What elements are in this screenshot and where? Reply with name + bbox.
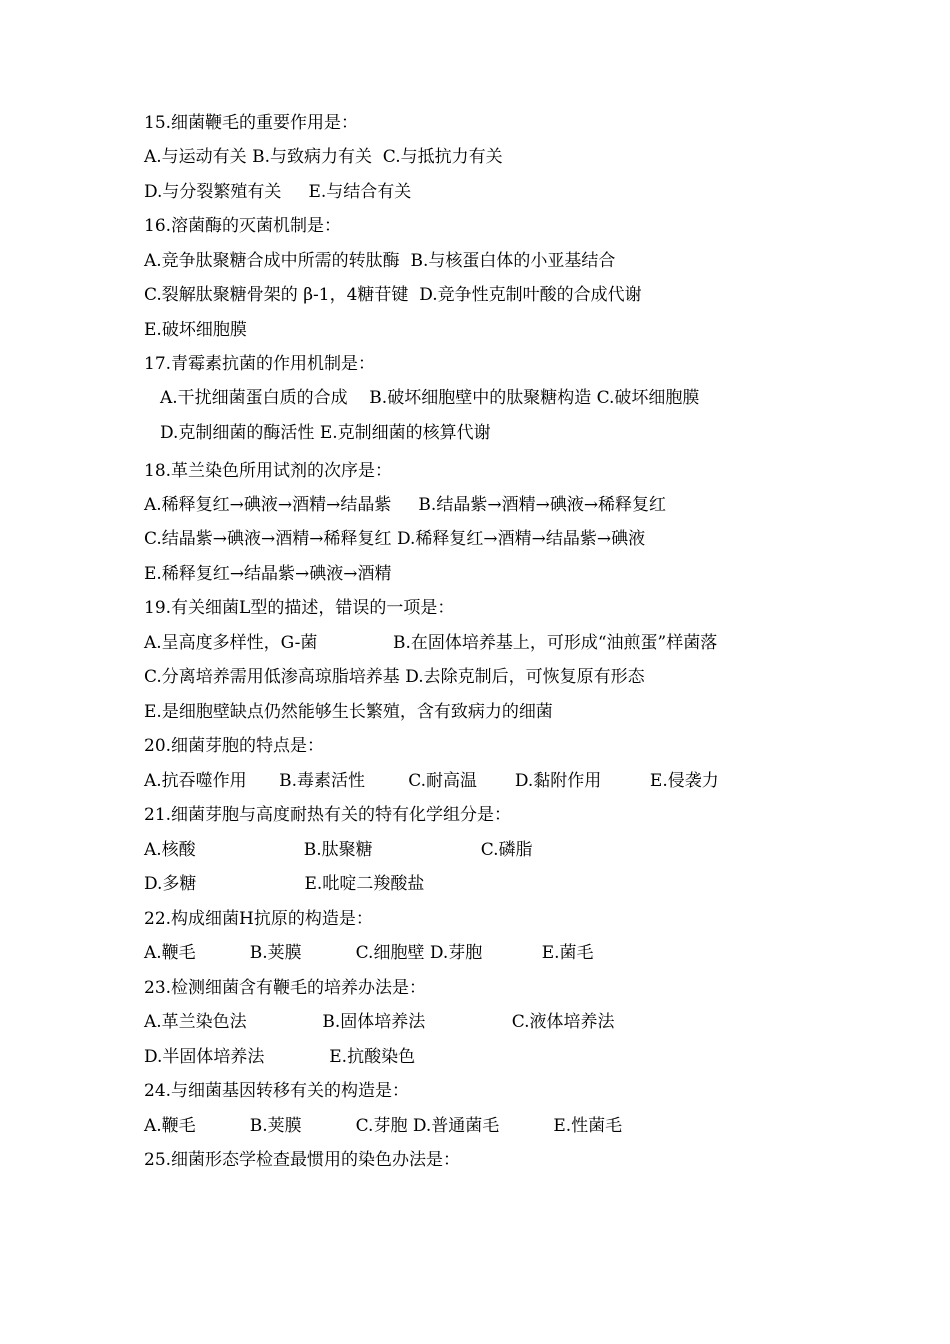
- question-22: 22.构成细菌H抗原的构造是：: [144, 909, 373, 929]
- q16-options-cd: C.裂解肽聚糖骨架的 β-1，4糖苷键 D.竞争性克制叶酸的合成代谢: [144, 285, 642, 305]
- q16-options-ab: A.竞争肽聚糖合成中所需的转肽酶 B.与核蛋白体的小亚基结合: [144, 251, 616, 271]
- q21-options-de: D.多糖 E.吡啶二羧酸盐: [144, 874, 425, 894]
- q20-options: A.抗吞噬作用 B.毒素活性 C.耐高温 D.黏附作用 E.侵袭力: [144, 771, 719, 791]
- q18-option-e: E.稀释复红→结晶紫→碘液→酒精: [144, 564, 392, 584]
- q22-options: A.鞭毛 B.荚膜 C.细胞壁 D.芽胞 E.菌毛: [144, 943, 594, 963]
- q16-option-e: E.破坏细胞膜: [144, 320, 247, 340]
- question-24: 24.与细菌基因转移有关的构造是：: [144, 1081, 410, 1101]
- question-21: 21.细菌芽胞与高度耐热有关的特有化学组分是：: [144, 805, 512, 825]
- q21-options-abc: A.核酸 B.肽聚糖 C.磷脂: [144, 840, 533, 860]
- q19-option-e: E.是细胞壁缺点仍然能够生长繁殖，含有致病力的细菌: [144, 702, 553, 722]
- q15-options-abc: A.与运动有关 B.与致病力有关 C.与抵抗力有关: [144, 147, 503, 167]
- question-15: 15.细菌鞭毛的重要作用是：: [144, 113, 359, 133]
- question-17: 17.青霉素抗菌的作用机制是：: [144, 354, 376, 374]
- question-25: 25.细菌形态学检查最惯用的染色办法是：: [144, 1150, 461, 1170]
- q24-options: A.鞭毛 B.荚膜 C.芽胞 D.普通菌毛 E.性菌毛: [144, 1116, 623, 1136]
- question-16: 16.溶菌酶的灭菌机制是：: [144, 216, 342, 236]
- q19-options-cd: C.分离培养需用低渗高琼脂培养基 D.去除克制后，可恢复原有形态: [144, 667, 645, 687]
- q18-options-ab: A.稀释复红→碘液→酒精→结晶紫 B.结晶紫→酒精→碘液→稀释复红: [144, 495, 667, 515]
- q17-options-abc: A.干扰细菌蛋白质的合成 B.破坏细胞壁中的肽聚糖构造 C.破坏细胞膜: [160, 388, 700, 408]
- question-20: 20.细菌芽胞的特点是：: [144, 736, 325, 756]
- q15-options-de: D.与分裂繁殖有关 E.与结合有关: [144, 182, 412, 202]
- q18-options-cd: C.结晶紫→碘液→酒精→稀释复红 D.稀释复红→酒精→结晶紫→碘液: [144, 529, 646, 549]
- q23-options-abc: A.革兰染色法 B.固体培养法 C.液体培养法: [144, 1012, 615, 1032]
- q17-options-de: D.克制细菌的酶活性 E.克制细菌的核算代谢: [160, 423, 491, 443]
- question-19: 19.有关细菌L型的描述，错误的一项是：: [144, 598, 455, 618]
- question-23: 23.检测细菌含有鞭毛的培养办法是：: [144, 978, 427, 998]
- q19-options-ab: A.呈高度多样性，G-菌 B.在固体培养基上，可形成“油煎蛋”样菌落: [144, 633, 718, 653]
- q23-options-de: D.半固体培养法 E.抗酸染色: [144, 1047, 416, 1067]
- question-18: 18.革兰染色所用试剂的次序是：: [144, 461, 393, 481]
